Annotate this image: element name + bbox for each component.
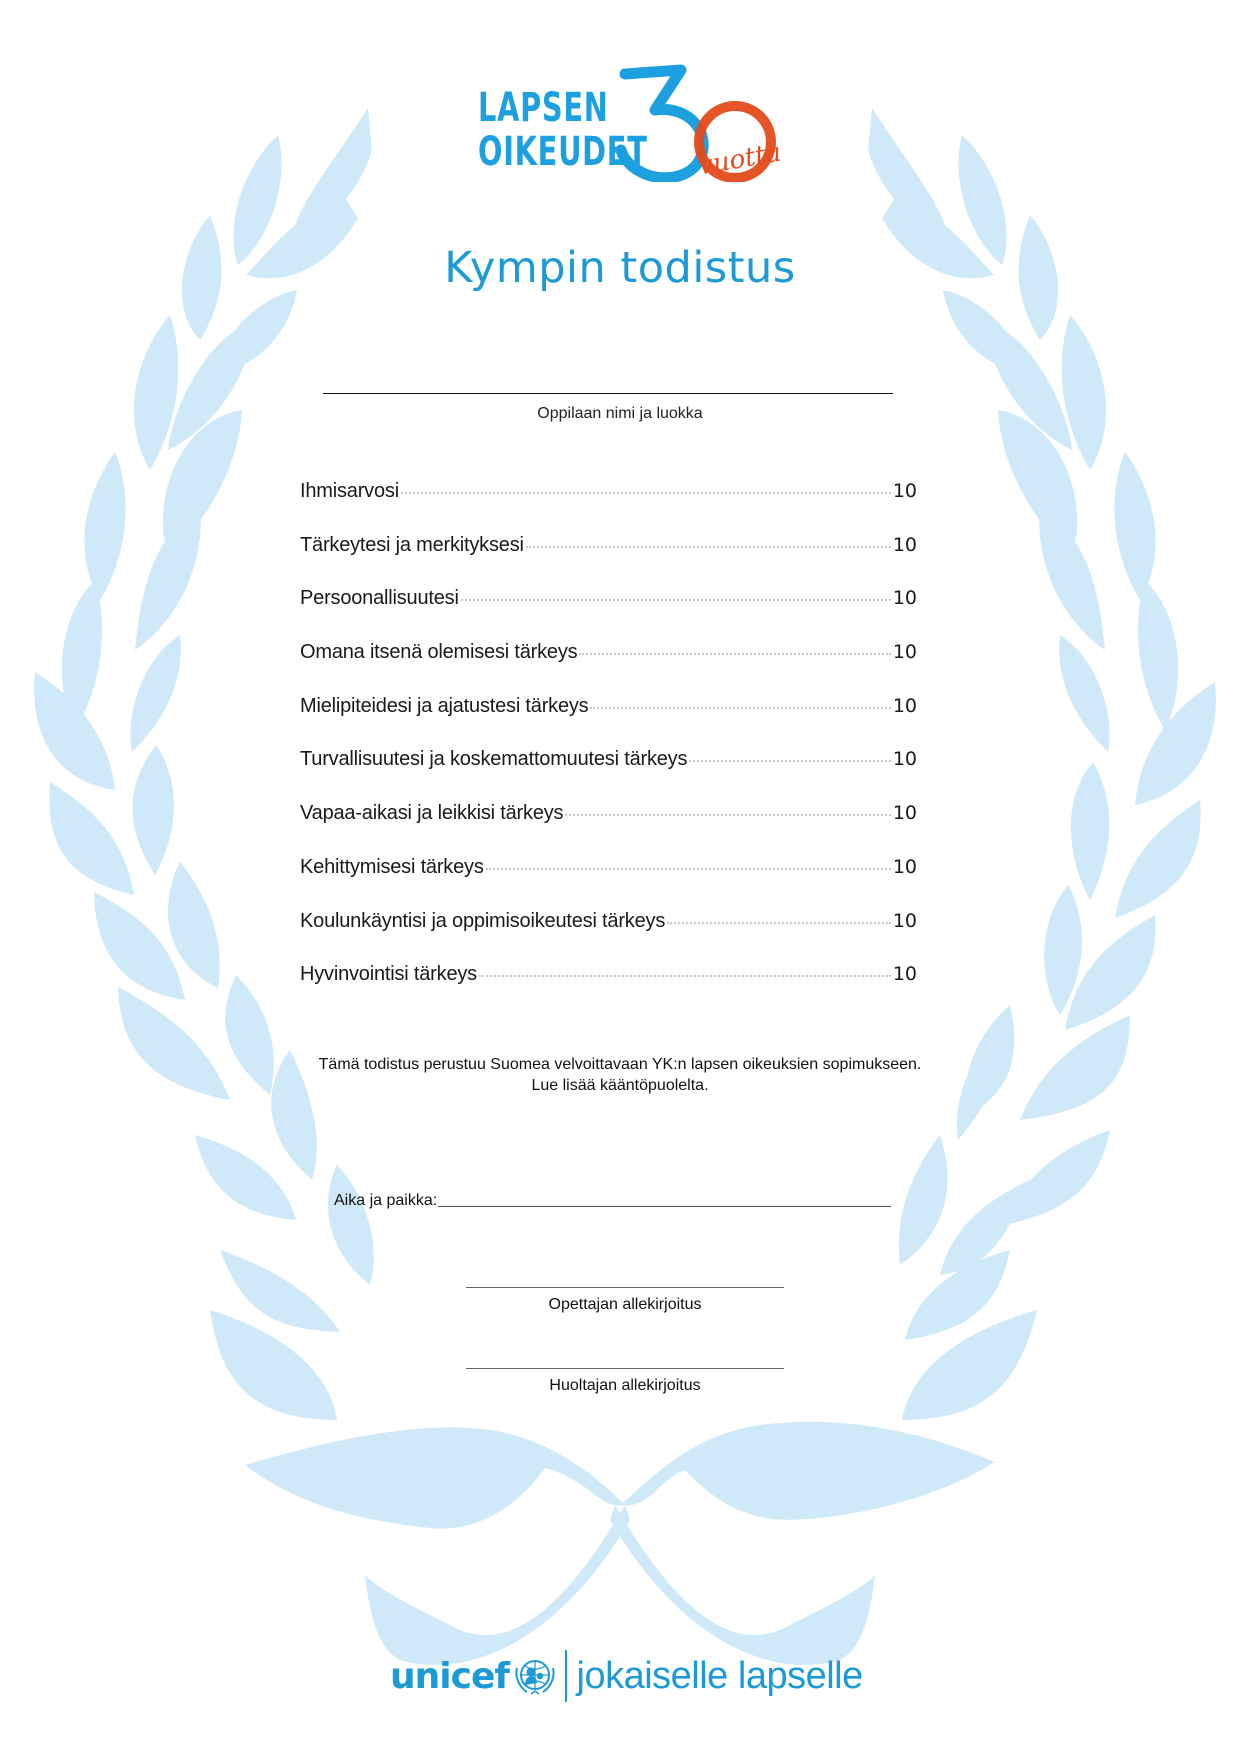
dot-leader — [667, 921, 891, 924]
note-line-1: Tämä todistus perustuu Suomea velvoittavaan YK:n lapsen oikeuksien sopimukseen. — [318, 1056, 922, 1073]
grade-value: 10 — [892, 480, 917, 502]
time-place-label: Aika ja paikka: — [334, 1192, 438, 1209]
dot-leader — [579, 652, 890, 655]
teacher-signature-label: Opettajan allekirjoitus — [548, 1296, 702, 1313]
certificate-note — [0, 1054, 1240, 1096]
dot-leader — [590, 706, 890, 709]
grade-row — [300, 695, 917, 749]
student-name-label: Oppilaan nimi ja luokka — [537, 405, 703, 422]
grade-value: 10 — [892, 587, 917, 610]
dot-leader — [689, 759, 891, 762]
footer-divider — [565, 1650, 567, 1702]
time-place-field[interactable] — [438, 1206, 891, 1207]
grade-label: Koulunkäyntisi ja oppimisoikeutesi tärkeys — [300, 909, 666, 932]
guardian-signature-field[interactable] — [466, 1368, 784, 1369]
grade-value: 10 — [892, 963, 917, 986]
dot-leader — [486, 867, 891, 870]
grade-value: 10 — [892, 855, 917, 878]
grade-row — [300, 641, 917, 695]
grade-label: Vapaa-aikasi ja leikkisi tärkeys — [300, 802, 564, 825]
dot-leader — [479, 974, 891, 977]
dot-leader — [461, 598, 891, 601]
lapsen-oikeudet-30-logo — [478, 68, 788, 198]
page-title: Kympin todistus — [444, 243, 796, 293]
grade-row — [300, 856, 917, 910]
student-name-field[interactable] — [323, 393, 893, 394]
grade-label: Ihmisarvosi — [300, 480, 399, 502]
grade-value: 10 — [892, 533, 917, 556]
unicef-footer-logo — [390, 1648, 863, 1704]
grade-row — [300, 587, 917, 641]
grade-label: Mielipiteidesi ja ajatustesi tärkeys — [300, 694, 589, 717]
grade-label: Tärkeytesi ja merkityksesi — [300, 533, 524, 556]
dot-leader — [401, 491, 891, 494]
grade-label: Kehittymisesi tärkeys — [300, 855, 484, 878]
grade-row — [300, 534, 917, 588]
grade-value: 10 — [892, 694, 917, 717]
note-line-2: Lue lisää kääntöpuolelta. — [531, 1077, 709, 1094]
unicef-emblem-icon — [513, 1654, 557, 1698]
grade-value: 10 — [892, 641, 917, 664]
time-place-row — [334, 1192, 891, 1210]
grade-value: 10 — [892, 748, 917, 771]
logo-line-2: OIKEUDET — [478, 129, 648, 175]
grade-label: Persoonallisuutesi — [300, 587, 459, 610]
teacher-signature-field[interactable] — [466, 1287, 784, 1288]
grade-row — [300, 963, 917, 1017]
dot-leader — [565, 813, 890, 816]
dot-leader — [526, 545, 891, 548]
unicef-wordmark: unicef — [390, 1655, 510, 1697]
grade-row — [300, 748, 917, 802]
grade-label: Turvallisuutesi ja koskemattomuutesi tärkeys — [300, 748, 688, 771]
grade-label: Hyvinvointisi tärkeys — [300, 963, 477, 986]
footer-tagline: jokaiselle lapselle — [576, 1654, 863, 1697]
grades-list — [300, 480, 917, 1017]
grade-value: 10 — [892, 802, 917, 825]
grade-row — [300, 480, 917, 534]
logo-line-1: LAPSEN — [478, 85, 609, 131]
guardian-signature-label: Huoltajan allekirjoitus — [549, 1377, 701, 1394]
grade-row — [300, 910, 917, 964]
grade-label: Omana itsenä olemisesi tärkeys — [300, 641, 578, 664]
grade-value: 10 — [892, 909, 917, 932]
logo-vuotta: vuotta — [696, 137, 784, 182]
grade-row — [300, 802, 917, 856]
